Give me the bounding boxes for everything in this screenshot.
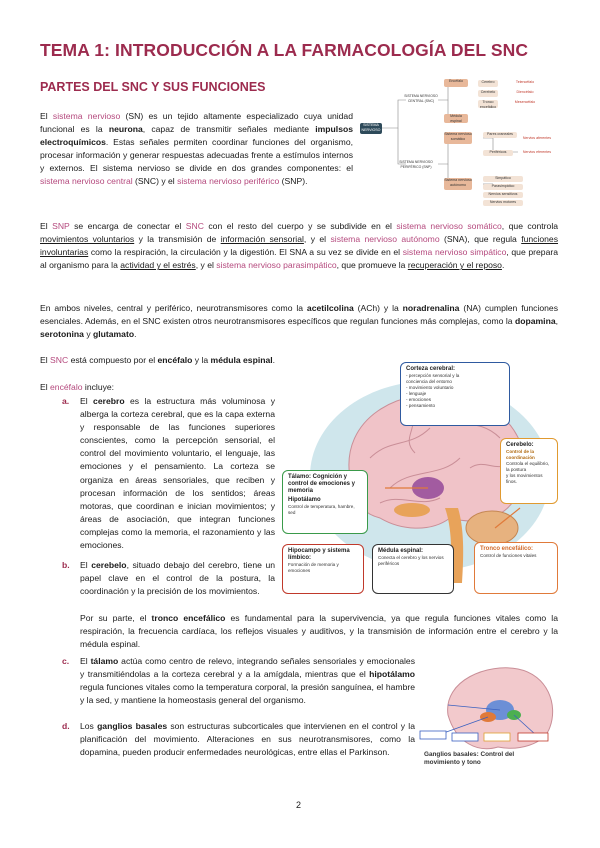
- medula-text: Conecta el cerebro y los nervios periféricos: [378, 555, 444, 566]
- corteza-line: conciencia del entorno: [406, 379, 452, 384]
- talamo-title: Tálamo: Cognición y control de emociones y memoria: [288, 474, 356, 494]
- diagram-pares: Pares craneales: [483, 132, 517, 138]
- page-number: 2: [296, 800, 302, 810]
- diagram-encefalo: Encéfalo: [444, 79, 468, 87]
- list-marker-a: a.: [62, 396, 70, 406]
- list-item-ganglios: Los ganglios basales son estructuras subcorticales que intervienen en el control y la planificación del movimiento. Alteraciones en sus neurotransmisores, como la dopamina, pueden producir enfermedades neurológicas, entre ellas el Parkinson.: [80, 721, 415, 758]
- diagram-aferente: Nervios aferentes: [522, 136, 552, 140]
- list-item-talamo: El tálamo actúa como centro de relevo, integrando señales sensoriales y emocionales y transmitiéndolas a la corteza cerebral y a la amígdala, mientras que el hipotálamo regula funciones vitales como la temperatura corporal, la presión sanguínea, el hambre y la sed, y mantiene la homeostasis general del organismo.: [80, 656, 415, 706]
- bubble-medula: [372, 544, 454, 594]
- nervous-system-diagram: [358, 76, 558, 216]
- diagram-parasimpatico: Parasimpático: [483, 184, 523, 190]
- diagram-medula: Médula espinal: [444, 114, 468, 123]
- bubble-corteza: [400, 362, 510, 426]
- bubble-tronco: [474, 542, 558, 594]
- corteza-line: - emociones: [406, 397, 432, 402]
- cerebelo-subtitle: Control de la coordinación: [506, 449, 535, 460]
- diagram-telencefalo: Telencéfalo: [515, 80, 535, 84]
- diagram-mesencefalo: Mesencéfalo: [514, 100, 536, 104]
- corteza-line: - pensamiento: [406, 403, 436, 408]
- bubble-talamo: [282, 470, 368, 534]
- diagram-snp: SISTEMA NERVIOSO PERIFÉRICO (SNP): [399, 160, 433, 169]
- bubble-cerebelo: [500, 438, 558, 504]
- diagram-cerebelo: Cerebelo: [478, 90, 498, 97]
- hipocampo-text: Formación de memoria y emociones: [288, 562, 339, 573]
- list-marker-b: b.: [62, 560, 70, 570]
- diagram-eferente: Nervios eferentes: [522, 150, 552, 154]
- list-marker-c: c.: [62, 656, 70, 666]
- corteza-title: Corteza cerebral:: [406, 366, 456, 372]
- paragraph-intro: El sistema nervioso (SN) es un tejido altamente especializado cuya unidad funcional es la neurona, capaz de transmitir señales mediante impulsos electroquímicos. Estas señales permiten coordinar funciones del organismo, procesar información y generar respuestas adecuadas frente a estímulos internos y externos. El sistema nervioso se divide en dos grandes componentes: el sistema nervioso central (SNC) y el sistema nervioso periférico (SNP).: [40, 111, 354, 187]
- cerebelo-line: y los movimientos finos.: [506, 473, 543, 484]
- brain-figure: [280, 358, 560, 596]
- corteza-line: - percepción sensorial y la: [406, 373, 460, 378]
- diagram-simpatico: Simpático: [483, 176, 523, 182]
- hipocampo-title: Hipocampo y sistema límbico:: [288, 548, 350, 561]
- diagram-tronco: Tronco encefálico: [479, 100, 497, 109]
- page-title: TEMA 1: INTRODUCCIÓN A LA FARMACOLOGÍA DEL SNC: [40, 40, 529, 60]
- corteza-line: - lenguaje: [406, 391, 427, 396]
- medula-title: Médula espinal:: [378, 548, 424, 554]
- list-marker-d: d.: [62, 721, 70, 731]
- tronco-title: Tronco encefálico:: [480, 546, 534, 552]
- hipotalamo-title: Hipotálamo: [288, 497, 321, 503]
- diagram-perifericos: Periféricos: [483, 150, 513, 156]
- paragraph-neurotransmitters: En ambos niveles, central y periférico, neurotransmisores como la acetilcolina (ACh) y la noradrenalina (NA) cumplen funciones esenciales. Además, en el SNC existen otros neurotransmisores específicos que regulan funciones más complejas, como la dopamina, serotonina y glutamato.: [40, 303, 558, 340]
- list-item-cerebro: El cerebro es la estructura más voluminosa y alberga la corteza cerebral, que es la capa externa y responsable de las funciones superiores conscientes, como la percepción sensorial, el control del movimiento voluntario, el lenguaje, las emociones y el pensamiento. La corteza se organiza en áreas sensoriales, que reciben y procesan información de los sentidos; áreas motoras, que coordinan e inician movimientos; y áreas de asociación, que integran funciones complejas como la memoria, el razonamiento y las emociones.: [80, 396, 275, 551]
- diagram-root: SISTEMA NERVIOSO: [360, 123, 382, 134]
- list-item-cerebelo: El cerebelo, situado debajo del cerebro, tiene un papel clave en el control de la postura, la coordinación y la precisión de los movimientos.: [80, 560, 275, 597]
- diagram-diencefalo: Diencéfalo: [516, 90, 534, 94]
- diagram-snc: SISTEMA NERVIOSO CENTRAL (SNC): [404, 94, 438, 103]
- paragraph-snc-components: El SNC está compuesto por el encéfalo y la médula espinal.: [40, 355, 276, 365]
- bubble-hipocampo: [282, 544, 364, 594]
- ganglia-caption: Ganglios basales: Control del movimiento y tono: [424, 751, 515, 766]
- paragraph-tronco: Por su parte, el tronco encefálico es fundamental para la supervivencia, ya que regula funciones vitales como la respiración, la frecuencia cardíaca, los reflejos visuales y auditivos, y la transmisión de información entre el cerebro y la médula espinal.: [80, 613, 558, 650]
- diagram-sn-somatico: Sistema nervioso somático: [444, 132, 472, 144]
- cerebelo-line: Controla el equilibrio, la postura: [506, 461, 550, 472]
- paragraph-encefalo: El encéfalo incluye:: [40, 382, 115, 392]
- corteza-line: - movimiento voluntario: [406, 385, 454, 390]
- diagram-cerebro: Cerebro: [478, 80, 498, 87]
- diagram-connectors: [358, 76, 558, 216]
- section-heading: PARTES DEL SNC Y SUS FUNCIONES: [40, 80, 266, 94]
- ganglia-figure: [418, 655, 560, 775]
- diagram-nerv-senso: Nervios sensitivos: [483, 192, 523, 198]
- cerebelo-title: Cerebelo:: [506, 442, 534, 448]
- tronco-text: Control de funciones vitales: [480, 553, 537, 558]
- diagram-nerv-motor: Nervios motores: [483, 200, 523, 206]
- diagram-sn-autonomo: Sistema nervioso autónomo: [444, 178, 472, 190]
- paragraph-snp: El SNP se encarga de conectar el SNC con el resto del cuerpo y se subdivide en el sistema nervioso somático, que controla movimientos voluntarios y la transmisión de información sensorial, y el sistema nervioso autónomo (SNA), que regula funciones involuntarias como la respiración, la circulación y la digestión. El SNA a su vez se divide en el sistema nervioso simpático, que prepara al organismo para la actividad y el estrés, y el sistema nervioso parasimpático, que promueve la recuperación y el reposo.: [40, 221, 559, 271]
- hipotalamo-text: Control de temperatura, hambre, sed: [288, 504, 355, 515]
